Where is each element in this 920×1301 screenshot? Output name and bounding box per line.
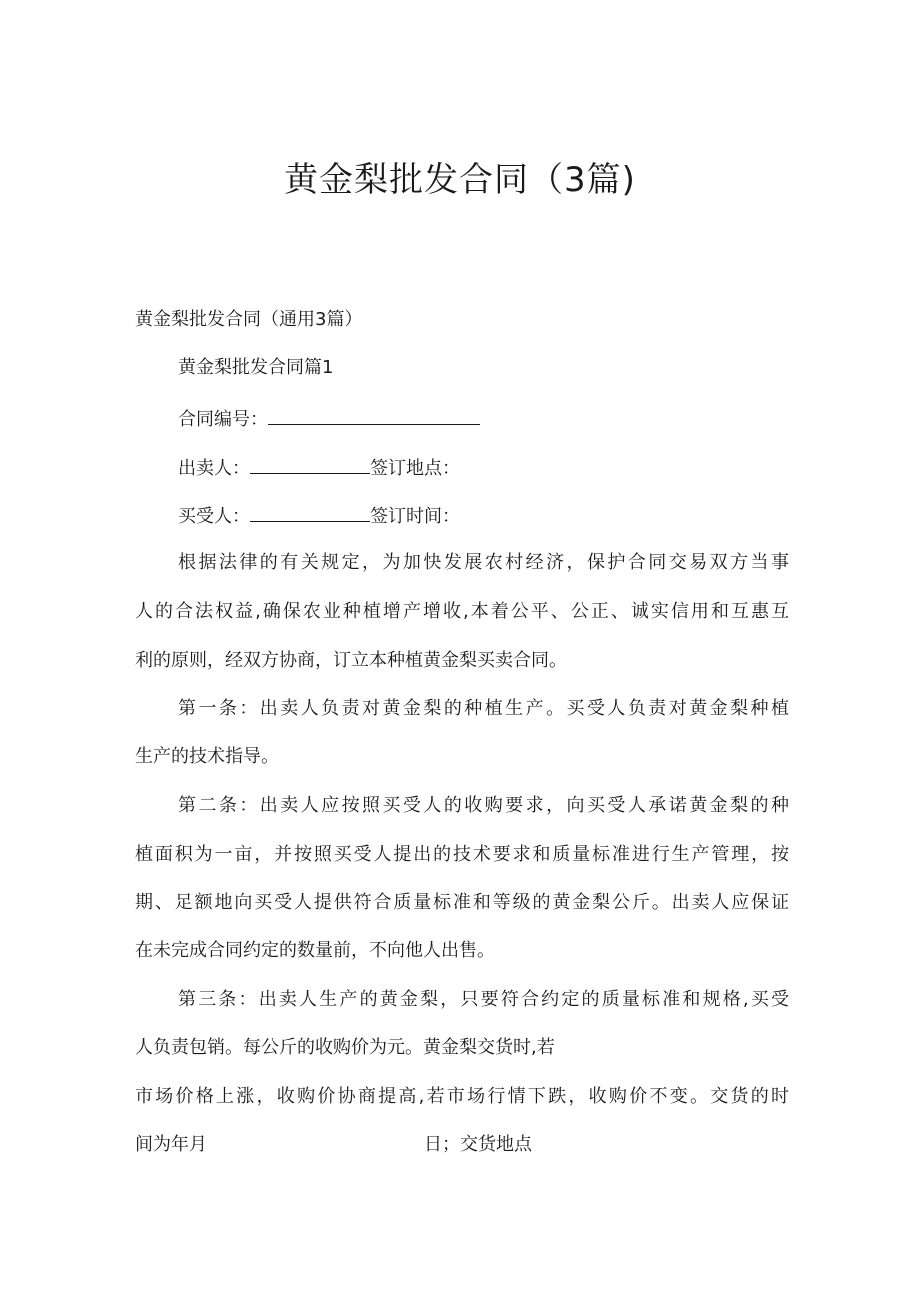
contract-number-label: 合同编号： bbox=[178, 409, 268, 430]
contract-number-row bbox=[178, 406, 480, 432]
section-heading: 黄金梨批发合同篇1 bbox=[178, 357, 334, 378]
intro-line-3: 利的原则，经双方协商，订立本种植黄金梨买卖合同。 bbox=[135, 650, 567, 671]
article3-line-4-left: 间为年月 bbox=[135, 1134, 207, 1155]
sign-time-label: 签订时间： bbox=[370, 506, 460, 527]
article3-line-1: 第三条：出卖人生产的黄金梨，只要符合约定的质量标准和规格,买受 bbox=[178, 989, 789, 1010]
sign-place-label: 签订地点： bbox=[370, 458, 460, 479]
article2-line-3: 期、足额地向买受人提供符合质量标准和等级的黄金梨公斤。出卖人应保证 bbox=[135, 892, 789, 913]
document-title: 黄金梨批发合同（3篇) bbox=[284, 160, 636, 200]
contract-number-blank bbox=[268, 406, 480, 425]
article3-line-3: 市场价格上涨，收购价协商提高,若市场行情下跌，收购价不变。交货的时 bbox=[135, 1086, 789, 1107]
seller-blank bbox=[250, 455, 370, 474]
article1-line-2: 生产的技术指导。 bbox=[135, 746, 279, 767]
article3-line-4-right: 日；交货地点 bbox=[424, 1134, 532, 1155]
intro-line-2: 人的合法权益,确保农业种植增产增收,本着公平、公正、诚实信用和互惠互 bbox=[135, 601, 789, 622]
article3-line-2: 人负责包销。每公斤的收购价为元。黄金梨交货时,若 bbox=[135, 1037, 555, 1058]
buyer-blank bbox=[250, 503, 370, 522]
article1-line-1: 第一条：出卖人负责对黄金梨的种植生产。买受人负责对黄金梨种植 bbox=[178, 698, 789, 719]
buyer-row bbox=[178, 503, 460, 529]
buyer-label: 买受人： bbox=[178, 506, 250, 527]
seller-row bbox=[178, 455, 460, 481]
article2-line-4: 在未完成合同约定的数量前，不向他人出售。 bbox=[135, 940, 495, 961]
subtitle: 黄金梨批发合同（通用3篇） bbox=[135, 309, 363, 330]
intro-line-1: 根据法律的有关规定，为加快发展农村经济，保护合同交易双方当事 bbox=[178, 552, 789, 573]
seller-label: 出卖人： bbox=[178, 458, 250, 479]
article2-line-1: 第二条：出卖人应按照买受人的收购要求，向买受人承诺黄金梨的种 bbox=[178, 795, 789, 816]
article2-line-2: 植面积为一亩，并按照买受人提出的技术要求和质量标准进行生产管理，按 bbox=[135, 844, 789, 865]
